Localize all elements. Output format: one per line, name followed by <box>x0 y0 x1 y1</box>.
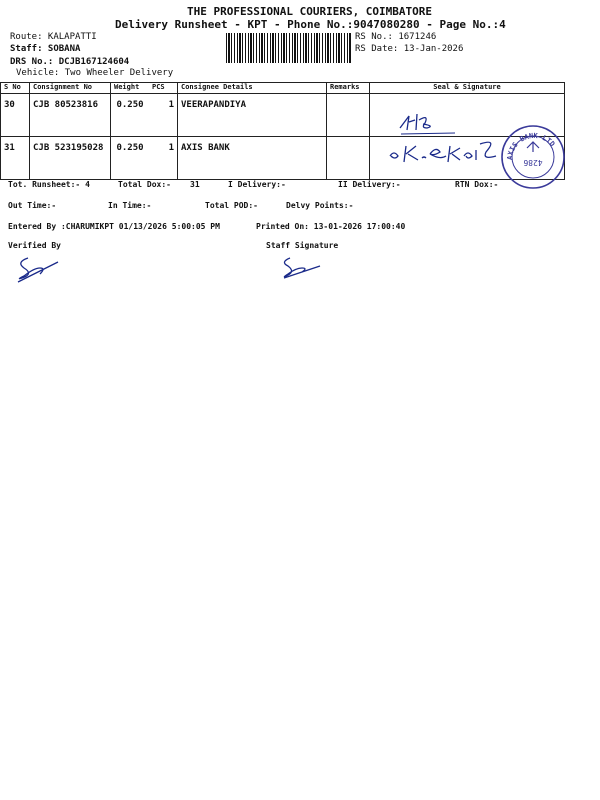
stamp-number: 4286 <box>523 158 543 167</box>
staff-signature-label: Staff Signature <box>266 241 339 250</box>
col-seal-signature: Seal & Signature <box>370 83 565 94</box>
total-dox-value: 31 <box>190 180 200 189</box>
col-pcs: PCS <box>149 83 178 94</box>
staff-signature <box>278 254 328 282</box>
delvy-points: Delvy Points:- <box>286 201 354 210</box>
ii-delivery: II Delivery:- <box>338 180 401 189</box>
in-time: In Time:- <box>108 201 152 210</box>
row-sno: 31 <box>1 137 30 180</box>
row-remarks <box>327 137 370 180</box>
entered-by: Entered By :CHARUMIKPT 01/13/2026 5:00:05 PM <box>8 222 220 231</box>
table-header-row <box>1 83 565 94</box>
signature-row-1 <box>395 110 465 135</box>
runsheet-subtitle: Delivery Runsheet - KPT - Phone No.:9047080280 - Page No.:4 <box>115 18 506 31</box>
svg-text:AXIS BANK LTD <box>506 132 556 160</box>
row-pcs: 1 <box>149 94 178 137</box>
row-consignment: CJB 80523816 <box>30 94 111 137</box>
col-remarks: Remarks <box>327 83 370 94</box>
total-dox-label: Total Dox:- <box>118 180 171 189</box>
rs-no-label: RS No.: 1671246 <box>355 32 437 42</box>
i-delivery: I Delivery:- <box>228 180 286 189</box>
staff-label: Staff: SOBANA <box>10 44 81 54</box>
col-sno: S No <box>1 83 30 94</box>
tot-runsheet: Tot. Runsheet:- 4 <box>8 180 90 189</box>
vehicle-label: Vehicle: Two Wheeler Delivery <box>16 68 174 78</box>
total-pod: Total POD:- <box>205 201 258 210</box>
col-consignment: Consignment No <box>30 83 111 94</box>
row-consignment: CJB 523195028 <box>30 137 111 180</box>
row-consignee: AXIS BANK <box>178 137 327 180</box>
row-pcs: 1 <box>149 137 178 180</box>
row-sno: 30 <box>1 94 30 137</box>
out-time: Out Time:- <box>8 201 57 210</box>
verified-by-signature <box>14 254 64 284</box>
signature-row-2 <box>388 138 506 166</box>
row-consignee: VEERAPANDIYA <box>178 94 327 137</box>
row-weight: 0.250 <box>111 137 150 180</box>
col-consignee: Consignee Details <box>178 83 327 94</box>
stamp-text: AXIS BANK LTD <box>505 131 557 161</box>
rs-date-label: RS Date: 13-Jan-2026 <box>355 44 464 54</box>
company-title: THE PROFESSIONAL COURIERS, COIMBATORE <box>187 5 433 18</box>
printed-on: Printed On: 13-01-2026 17:00:40 <box>256 222 406 231</box>
bank-stamp <box>500 124 566 190</box>
drs-label: DRS No.: DCJB167124604 <box>10 57 130 67</box>
route-label: Route: KALAPATTI <box>10 32 97 42</box>
table-row <box>1 94 565 137</box>
rtn-dox: RTN Dox:- <box>455 180 499 189</box>
row-weight: 0.250 <box>111 94 150 137</box>
verified-by-label: Verified By <box>8 241 61 250</box>
col-weight: Weight <box>111 83 150 94</box>
row-remarks <box>327 94 370 137</box>
barcode <box>226 33 352 63</box>
